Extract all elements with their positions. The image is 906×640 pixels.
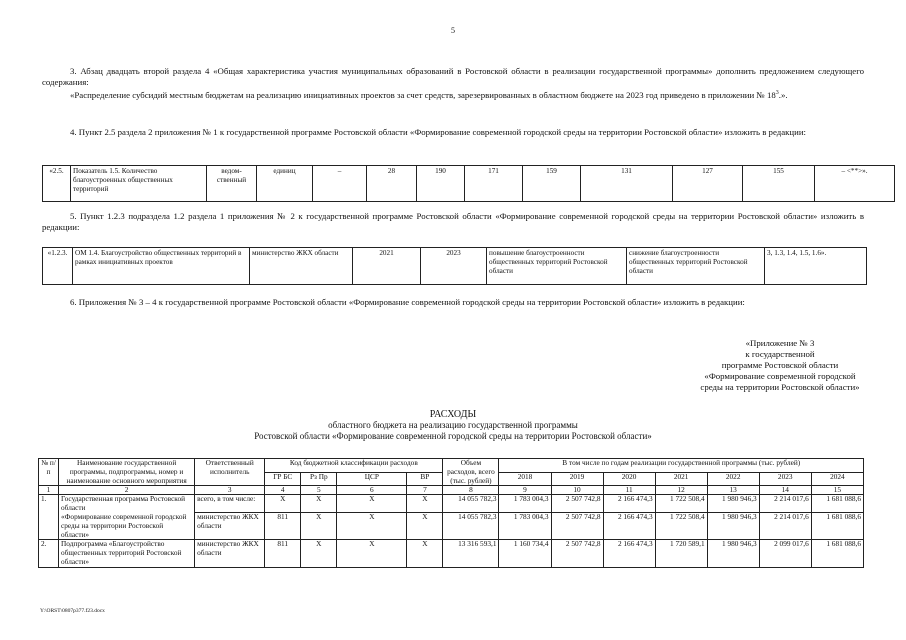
title-line-2: областного бюджета на реализацию государственной программы xyxy=(328,420,578,430)
paragraph-6 xyxy=(42,297,864,308)
data-cell: 1 681 088,6 xyxy=(811,495,863,513)
appendix-header xyxy=(640,338,906,393)
header-cell: В том числе по годам реализации государственной программы (тыс. рублей) xyxy=(499,459,864,473)
data-cell: 2 507 742,8 xyxy=(551,540,603,567)
table-row xyxy=(39,513,864,540)
table-row xyxy=(39,540,864,567)
document-title xyxy=(0,409,906,442)
data-cell: X xyxy=(337,513,407,540)
indicator-cell: «2.5. xyxy=(43,166,71,202)
column-number-row xyxy=(39,486,864,495)
column-number: 10 xyxy=(551,486,603,495)
data-cell: 2 166 474,3 xyxy=(603,495,655,513)
header-row xyxy=(39,459,864,473)
header-cell: Наименование государственной программы, подпрограммы, номер и наименование основного мероприятия xyxy=(59,459,195,486)
row-responsible: министерство ЖКХ области xyxy=(195,540,265,567)
data-cell: 1 980 946,3 xyxy=(707,513,759,540)
measure-cell: снижение благоустроенности общественных территорий Ростовской области xyxy=(627,248,765,285)
data-cell: 13 316 593,1 xyxy=(443,540,499,567)
indicator-cell: 190 xyxy=(417,166,465,202)
paragraph-3 xyxy=(42,66,864,101)
data-cell: 2 507 742,8 xyxy=(551,513,603,540)
data-cell: 811 xyxy=(265,513,301,540)
data-cell: 1 980 946,3 xyxy=(707,540,759,567)
data-cell: 2 507 742,8 xyxy=(551,495,603,513)
data-cell: X xyxy=(301,495,337,513)
paragraph-5 xyxy=(42,211,864,233)
header-cell: Объем расходов, всего (тыс. рублей) xyxy=(443,459,499,486)
appendix-line: к государственной xyxy=(745,349,815,359)
page-number: 5 xyxy=(451,26,455,35)
measure-row xyxy=(43,248,867,285)
indicator-cell: 28 xyxy=(367,166,417,202)
header-cell: Ответственный исполнитель xyxy=(195,459,265,486)
row-responsible: всего, в том числе: xyxy=(195,495,265,513)
year-cell: 2022 xyxy=(707,472,759,486)
row-number: 2. xyxy=(39,540,59,567)
column-number: 12 xyxy=(655,486,707,495)
data-cell: X xyxy=(265,495,301,513)
data-cell: 2 099 017,6 xyxy=(759,540,811,567)
year-cell: 2023 xyxy=(759,472,811,486)
indicator-table xyxy=(42,165,895,202)
measure-cell: «1.2.3. xyxy=(43,248,73,285)
data-cell: 1 681 088,6 xyxy=(811,513,863,540)
measure-cell: 2021 xyxy=(353,248,421,285)
header-cell: № п/п xyxy=(39,459,59,486)
data-cell: 2 214 017,6 xyxy=(759,513,811,540)
paragraph-5-text: 5. Пункт 1.2.3 подраздела 1.2 раздела 1 приложения № 2 к государственной программе Ростовской области «Формирование современной городской среды на территории Ростовской области» изложить в редакции: xyxy=(42,211,864,232)
indicator-cell: Показатель 1.5. Количество благоустроенных общественных территорий xyxy=(71,166,207,202)
paragraph-3-quote: «Распределение субсидий местным бюджетам на реализацию инициативных проектов за счет средств, зарезервированных в областном бюджете на 2023 год приведено в приложении № 18 xyxy=(70,89,776,100)
data-cell: X xyxy=(407,513,443,540)
file-path-footer: Y:\ORST\0807p377.f23.docx xyxy=(40,608,105,614)
expenses-table xyxy=(38,458,864,568)
paragraph-3-text: 3. Абзац двадцать второй раздела 4 «Общая характеристика участия муниципальных образований в Ростовской области в реализации государственной программы» дополнить предложением следующего содержания: xyxy=(42,66,864,87)
indicator-row xyxy=(43,166,895,202)
header-cell: ВР xyxy=(407,472,443,486)
appendix-line: «Формирование современной городской xyxy=(704,371,856,381)
data-cell: 1 783 004,3 xyxy=(499,513,551,540)
column-number: 4 xyxy=(265,486,301,495)
measure-cell: 3, 1.3, 1.4, 1.5, 1.6». xyxy=(765,248,867,285)
column-number: 8 xyxy=(443,486,499,495)
measure-cell: министерство ЖКХ области xyxy=(250,248,353,285)
data-cell: X xyxy=(337,495,407,513)
column-number: 1 xyxy=(39,486,59,495)
paragraph-4-text: 4. Пункт 2.5 раздела 2 приложения № 1 к государственной программе Ростовской области «Формирование современной городской среды на территории Ростовской области» изложить в редакции: xyxy=(70,127,806,137)
table-row xyxy=(39,495,864,513)
year-cell: 2018 xyxy=(499,472,551,486)
indicator-cell: единиц xyxy=(257,166,313,202)
data-cell: X xyxy=(407,495,443,513)
column-number: 11 xyxy=(603,486,655,495)
data-cell: 1 722 508,4 xyxy=(655,513,707,540)
indicator-cell: – <**>». xyxy=(815,166,895,202)
indicator-cell: ведом-ственный xyxy=(207,166,257,202)
column-number: 9 xyxy=(499,486,551,495)
data-cell: 2 214 017,6 xyxy=(759,495,811,513)
data-cell: X xyxy=(337,540,407,567)
header-cell: ГР БС xyxy=(265,472,301,486)
data-cell: X xyxy=(407,540,443,567)
header-cell: Рз Пр xyxy=(301,472,337,486)
data-cell: 1 681 088,6 xyxy=(811,540,863,567)
data-cell: 14 055 782,3 xyxy=(443,495,499,513)
column-number: 7 xyxy=(407,486,443,495)
indicator-cell: 159 xyxy=(523,166,581,202)
header-cell: ЦСР xyxy=(337,472,407,486)
column-number: 14 xyxy=(759,486,811,495)
indicator-cell: – xyxy=(313,166,367,202)
data-cell: 2 166 474,3 xyxy=(603,513,655,540)
appendix-line: среды на территории Ростовской области» xyxy=(700,382,860,392)
measure-cell: ОМ 1.4. Благоустройство общественных территорий в рамках инициативных проектов xyxy=(73,248,250,285)
row-responsible: министерство ЖКХ области xyxy=(195,513,265,540)
data-cell: 2 166 474,3 xyxy=(603,540,655,567)
data-cell: X xyxy=(301,513,337,540)
paragraph-3-superscript: 3 xyxy=(775,90,779,96)
data-cell: 1 720 589,1 xyxy=(655,540,707,567)
column-number: 2 xyxy=(59,486,195,495)
year-cell: 2019 xyxy=(551,472,603,486)
indicator-cell: 155 xyxy=(743,166,815,202)
appendix-line: «Приложение № 3 xyxy=(745,338,815,348)
column-number: 3 xyxy=(195,486,265,495)
column-number: 13 xyxy=(707,486,759,495)
paragraph-4 xyxy=(42,127,864,138)
measure-cell: 2023 xyxy=(421,248,487,285)
data-cell: 1 980 946,3 xyxy=(707,495,759,513)
data-cell: 14 055 782,3 xyxy=(443,513,499,540)
appendix-line: программе Ростовской области xyxy=(721,360,839,370)
row-number: 1. xyxy=(39,495,59,540)
year-cell: 2020 xyxy=(603,472,655,486)
header-cell: Код бюджетной классификации расходов xyxy=(265,459,443,473)
data-cell: 811 xyxy=(265,540,301,567)
measure-table xyxy=(42,247,867,285)
indicator-cell: 171 xyxy=(465,166,523,202)
paragraph-3-end: .». xyxy=(778,89,788,100)
column-number: 5 xyxy=(301,486,337,495)
indicator-cell: 127 xyxy=(673,166,743,202)
paragraph-6-text: 6. Приложения № 3 – 4 к государственной программе Ростовской области «Формирование современной городской среды на территории Ростовской области» изложить в редакции: xyxy=(70,297,745,307)
year-cell: 2024 xyxy=(811,472,863,486)
title-line-3: Ростовской области «Формирование современной городской среды на территории Ростовской области» xyxy=(254,431,652,441)
data-cell: X xyxy=(301,540,337,567)
title-main: РАСХОДЫ xyxy=(429,409,477,420)
data-cell: 1 160 734,4 xyxy=(499,540,551,567)
row-name: Государственная программа Ростовской области xyxy=(59,495,195,513)
measure-cell: повышение благоустроенности общественных территорий Ростовской области xyxy=(487,248,627,285)
data-cell: 1 783 004,3 xyxy=(499,495,551,513)
column-number: 6 xyxy=(337,486,407,495)
year-cell: 2021 xyxy=(655,472,707,486)
row-name: «Формирование современной городской среды на территории Ростовской области» xyxy=(59,513,195,540)
data-cell: 1 722 508,4 xyxy=(655,495,707,513)
indicator-cell: 131 xyxy=(581,166,673,202)
row-name: Подпрограмма «Благоустройство общественных территорий Ростовской области» xyxy=(59,540,195,567)
column-number: 15 xyxy=(811,486,863,495)
